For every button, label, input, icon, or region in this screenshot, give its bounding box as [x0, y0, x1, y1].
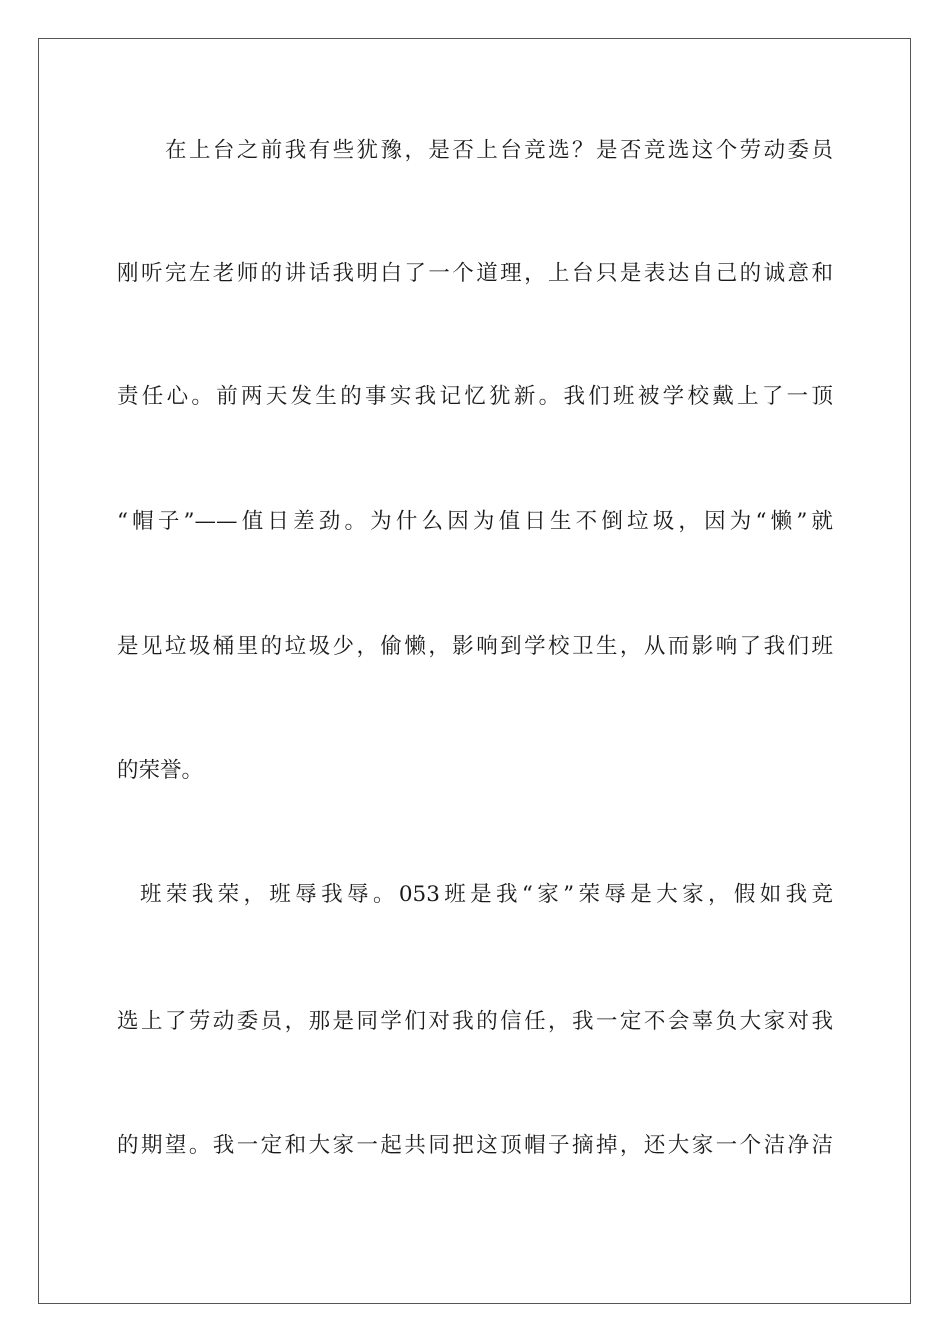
- text-line-8: 选上了劳动委员，那是同学们对我的信任，我一定不会辜负大家对我: [117, 1009, 833, 1034]
- text-line-6: 的荣誉。: [117, 758, 204, 783]
- text-line-4: “帽子”——值日差劲。为什么因为值日生不倒垃圾，因为“懒”就: [117, 509, 833, 534]
- text-line-7: 班荣我荣，班辱我辱。053班是我“家”荣辱是大家，假如我竞: [140, 882, 833, 907]
- text-line-2: 刚听完左老师的讲话我明白了一个道理，上台只是表达自己的诚意和: [117, 261, 833, 286]
- text-line-3: 责任心。前两天发生的事实我记忆犹新。我们班被学校戴上了一顶: [117, 384, 833, 409]
- page-frame: [38, 38, 911, 1304]
- text-line-9: 的期望。我一定和大家一起共同把这顶帽子摘掉，还大家一个洁净洁: [117, 1133, 833, 1158]
- text-line-5: 是见垃圾桶里的垃圾少，偷懒，影响到学校卫生，从而影响了我们班: [117, 634, 833, 659]
- text-line-1: 在上台之前我有些犹豫，是否上台竞选？是否竞选这个劳动委员: [165, 138, 833, 163]
